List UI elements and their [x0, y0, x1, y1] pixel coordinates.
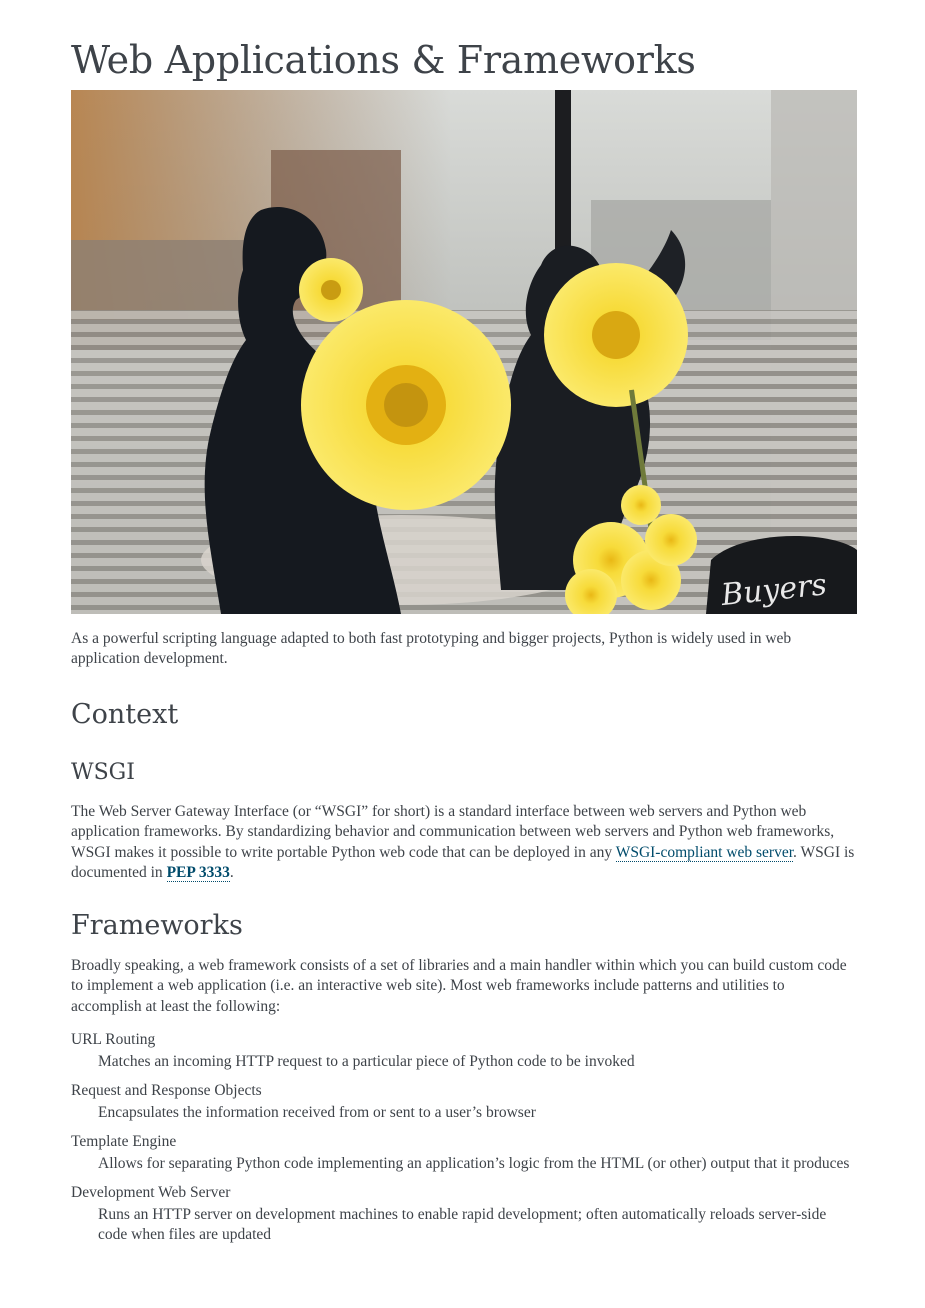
- page-title: Web Applications & Frameworks: [71, 38, 696, 82]
- feature-definition: Encapsulates the information received from or sent to a user’s browser: [98, 1103, 536, 1121]
- wsgi-text-middle: . WSGI is documented in: [71, 843, 855, 882]
- frameworks-intro-paragraph: Broadly speaking, a web framework consists of a set of libraries and a main handler within which you can build custom code to implement a web application (i.e. an interactive web site). Most web frameworks include patterns and utilities to accomplish at least the following:: [71, 956, 847, 1015]
- feature-term: Development Web Server: [71, 1184, 231, 1202]
- mannequins-yellow-flowers-photo: [71, 90, 857, 614]
- section-heading-context: Context: [71, 698, 179, 730]
- wsgi-text-after: .: [229, 864, 234, 882]
- feature-term: URL Routing: [71, 1031, 156, 1049]
- chalkboard-sign-text: Buyers: [719, 567, 829, 613]
- intro-paragraph: As a powerful scripting language adapted to both fast prototyping and bigger projects, Python is widely used in web application development.: [71, 629, 792, 668]
- feature-term: Request and Response Objects: [71, 1082, 262, 1100]
- hero-image: [71, 90, 857, 614]
- wsgi-text-before: The Web Server Gateway Interface (or “WSGI” for short) is a standard interface between web servers and Python web application frameworks. By standardizing behavior and communication between web servers and Python web frameworks, WSGI makes it possible to write portable Python web code that can be deployed in any: [71, 802, 835, 861]
- feature-definition: Allows for separating Python code implementing an application’s logic from the HTML (or other) output that it produces: [98, 1154, 850, 1172]
- main-content: [71, 40, 857, 1255]
- section-heading-frameworks: Frameworks: [71, 909, 243, 941]
- wsgi-paragraph: [71, 802, 857, 884]
- feature-definition: Runs an HTTP server on development machines to enable rapid development; often automatically reloads server-side code when files are updated: [98, 1205, 827, 1244]
- framework-features-list: [71, 1030, 857, 1246]
- pep-3333-link[interactable]: PEP 3333: [166, 864, 230, 882]
- section-heading-wsgi: WSGI: [71, 760, 135, 786]
- feature-term: Template Engine: [71, 1133, 177, 1151]
- feature-definition: Matches an incoming HTTP request to a particular piece of Python code to be invoked: [98, 1052, 635, 1070]
- wsgi-compliant-server-link[interactable]: WSGI-compliant web server: [615, 843, 794, 861]
